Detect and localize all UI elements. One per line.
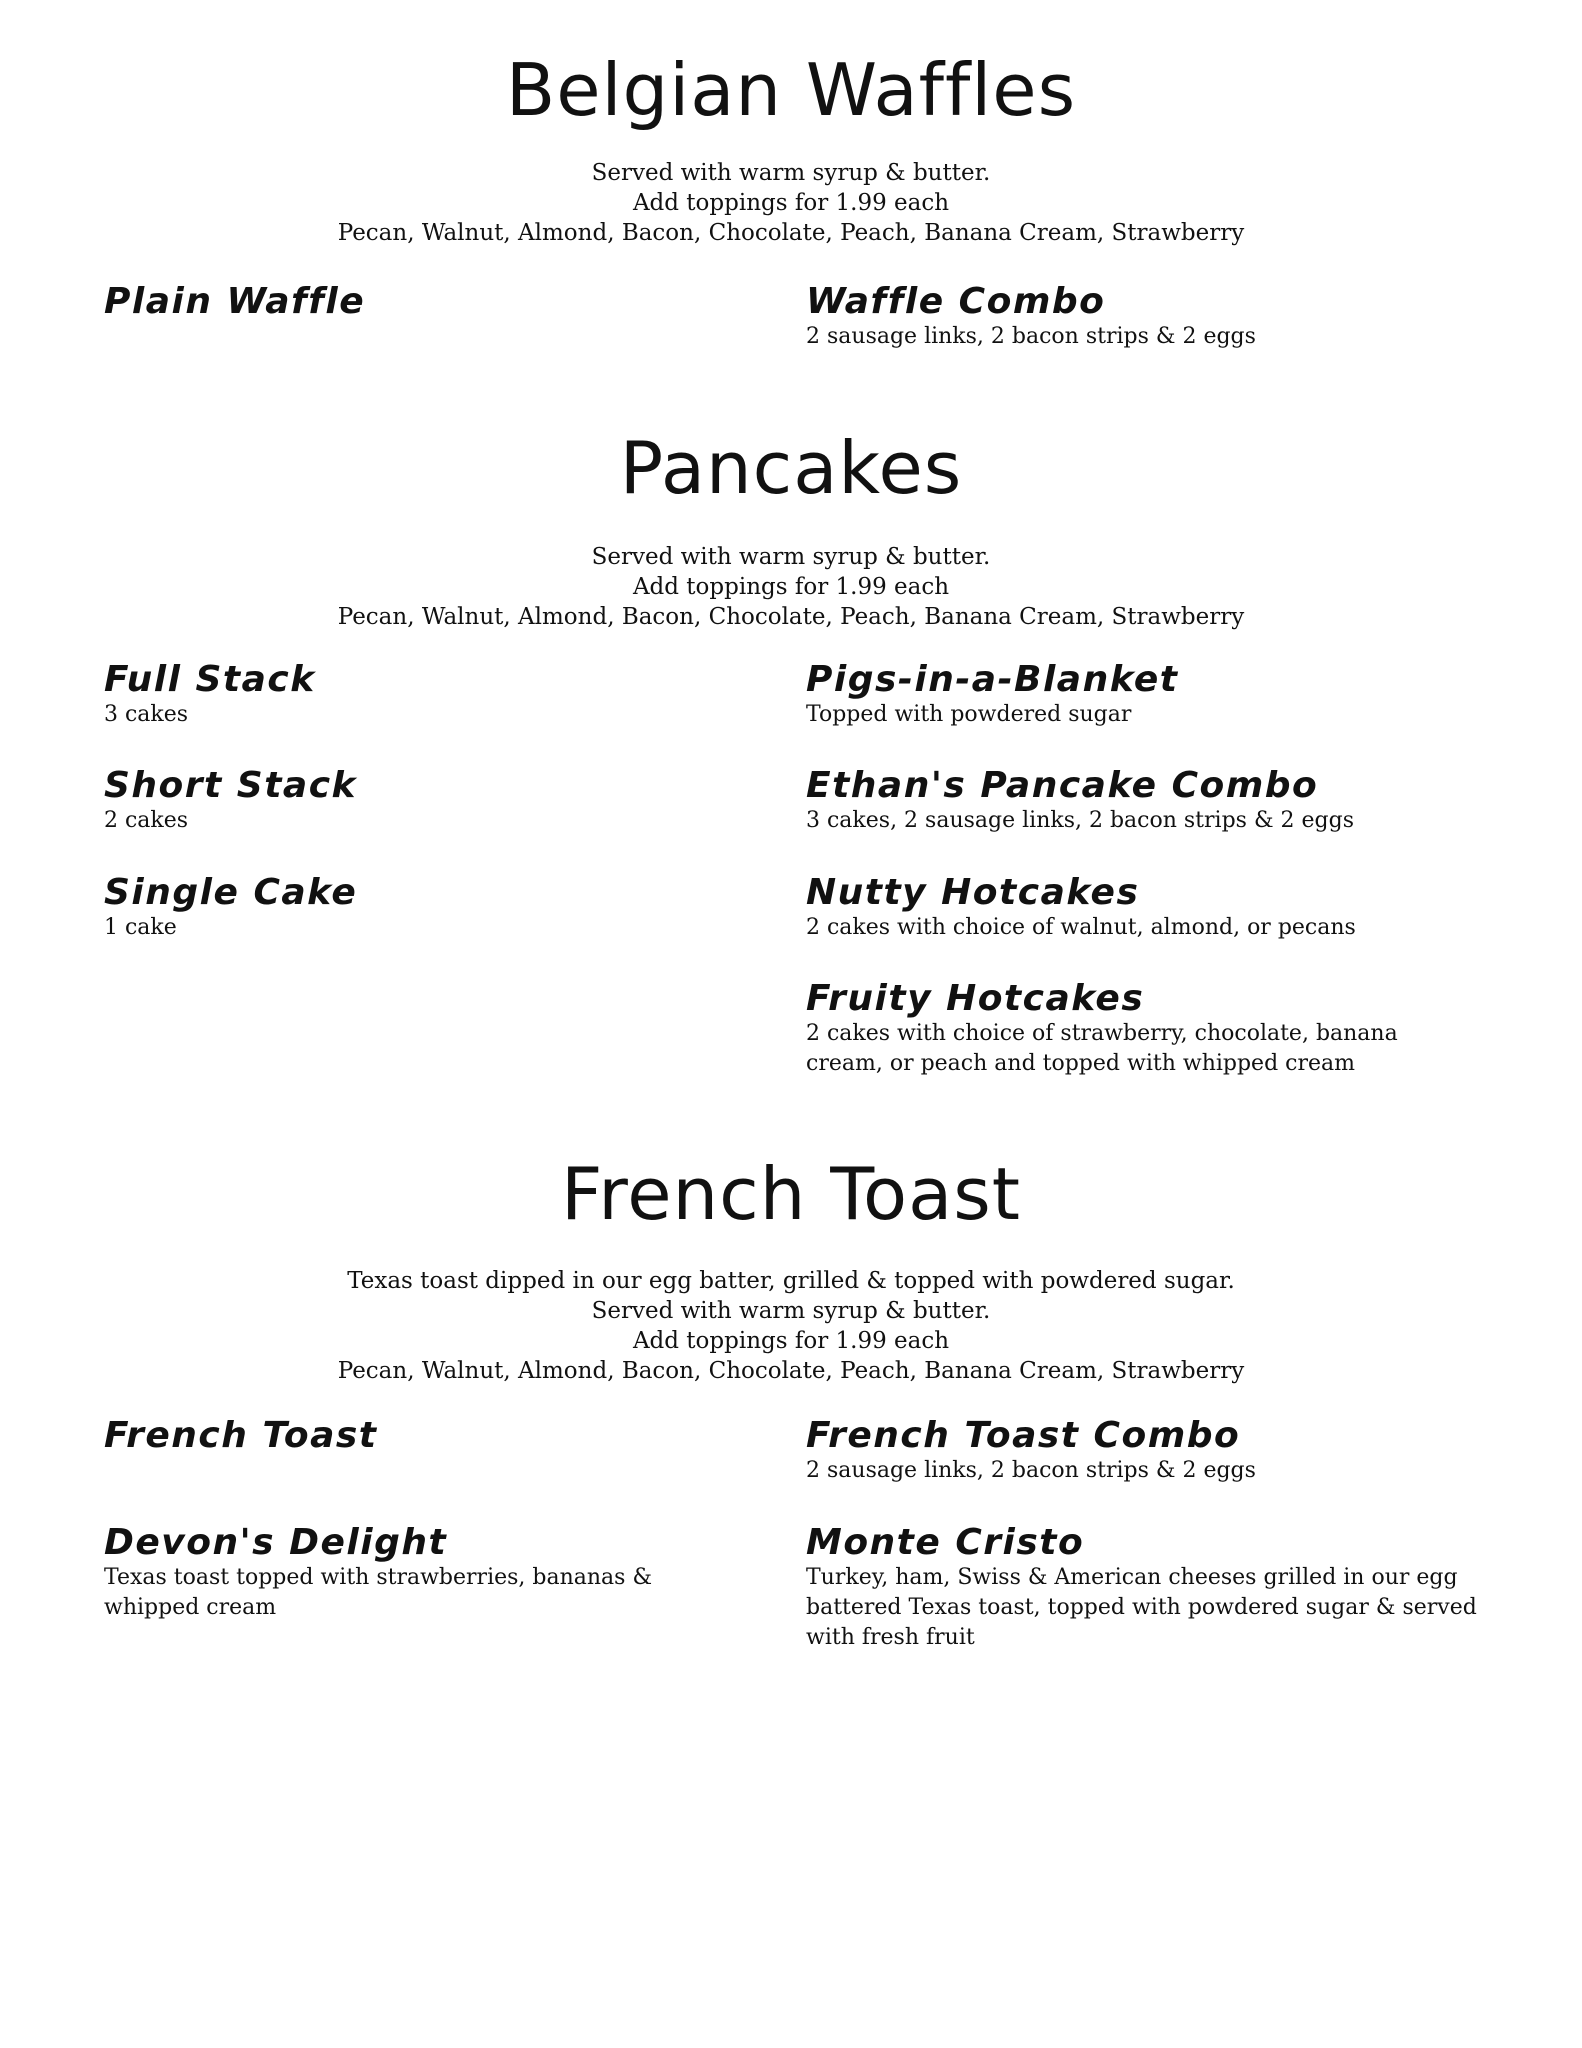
item-name: Plain Waffle: [104, 281, 366, 322]
menu-item-nutty-hotcakes: [806, 873, 1486, 943]
item-name: Nutty Hotcakes: [806, 872, 1140, 913]
item-name: Devon's Delight: [104, 1522, 448, 1563]
item-name: Full Stack: [104, 659, 316, 700]
french-toast-title: French Toast: [561, 1152, 1021, 1236]
menu-item-short-stack: [104, 766, 724, 836]
item-name: Waffle Combo: [806, 281, 1106, 322]
waffles-desc-line: Served with warm syrup & butter.: [591, 160, 991, 186]
french-toast-desc-line: Served with warm syrup & butter.: [591, 1298, 991, 1324]
french-toast-desc-line: Pecan, Walnut, Almond, Bacon, Chocolate, Peach, Banana Cream, Strawberry: [337, 1358, 1245, 1384]
waffles-desc-line: Add toppings for 1.99 each: [632, 190, 950, 216]
item-description: Texas toast topped with strawberries, bananas & whipped cream: [104, 1565, 653, 1620]
pancakes-title: Pancakes: [619, 426, 963, 510]
item-description: 2 sausage links, 2 bacon strips & 2 eggs: [806, 1458, 1256, 1483]
menu-item-fruity-hotcakes: [806, 979, 1466, 1079]
waffles-description: [0, 158, 1582, 248]
french-toast-desc-line: Add toppings for 1.99 each: [632, 1328, 950, 1354]
menu-item-french-toast: [104, 1416, 724, 1456]
menu-item-full-stack: [104, 660, 724, 730]
menu-item-ethans-pancake-combo: [806, 766, 1486, 836]
waffles-desc-line: Pecan, Walnut, Almond, Bacon, Chocolate, Peach, Banana Cream, Strawberry: [337, 220, 1245, 246]
item-name: French Toast Combo: [806, 1415, 1241, 1456]
menu-item-single-cake: [104, 873, 724, 943]
item-name: Monte Cristo: [806, 1522, 1085, 1563]
menu-item-waffle-combo: [806, 282, 1486, 352]
item-name: Pigs-in-a-Blanket: [806, 659, 1179, 700]
item-description: 2 cakes with choice of walnut, almond, or pecans: [806, 915, 1356, 940]
menu-item-french-toast-combo: [806, 1416, 1486, 1486]
menu-item-plain-waffle: [104, 282, 724, 322]
item-description: 2 sausage links, 2 bacon strips & 2 eggs: [806, 324, 1256, 349]
item-description: 2 cakes with choice of strawberry, chocolate, banana cream, or peach and topped with whipped cream: [806, 1021, 1398, 1076]
menu-item-pigs-in-a-blanket: [806, 660, 1486, 730]
item-name: Short Stack: [104, 765, 357, 806]
item-name: Fruity Hotcakes: [806, 978, 1145, 1019]
pancakes-desc-line: Add toppings for 1.99 each: [632, 574, 950, 600]
item-description: Turkey, ham, Swiss & American cheeses grilled in our egg battered Texas toast, topped with powdered sugar & served with fresh fruit: [806, 1565, 1477, 1650]
item-description: 1 cake: [104, 915, 177, 940]
french-toast-desc-line: Texas toast dipped in our egg batter, grilled & topped with powdered sugar.: [347, 1268, 1235, 1294]
pancakes-section: [0, 426, 1582, 632]
item-description: 2 cakes: [104, 808, 189, 833]
pancakes-desc-line: Pecan, Walnut, Almond, Bacon, Chocolate, Peach, Banana Cream, Strawberry: [337, 604, 1245, 630]
item-name: Single Cake: [104, 872, 358, 913]
item-description: 3 cakes: [104, 702, 189, 727]
menu-item-monte-cristo: [806, 1523, 1486, 1653]
item-description: Topped with powdered sugar: [806, 702, 1132, 727]
french-toast-section: [0, 1152, 1582, 1386]
item-name: Ethan's Pancake Combo: [806, 765, 1319, 806]
item-name: French Toast: [104, 1415, 378, 1456]
menu-item-devons-delight: [104, 1523, 694, 1623]
french-toast-description: [0, 1266, 1582, 1386]
waffles-title: Belgian Waffles: [505, 48, 1077, 132]
item-description: 3 cakes, 2 sausage links, 2 bacon strips & 2 eggs: [806, 808, 1354, 833]
waffles-section: [0, 48, 1582, 248]
pancakes-desc-line: Served with warm syrup & butter.: [591, 544, 991, 570]
pancakes-description: [0, 542, 1582, 632]
